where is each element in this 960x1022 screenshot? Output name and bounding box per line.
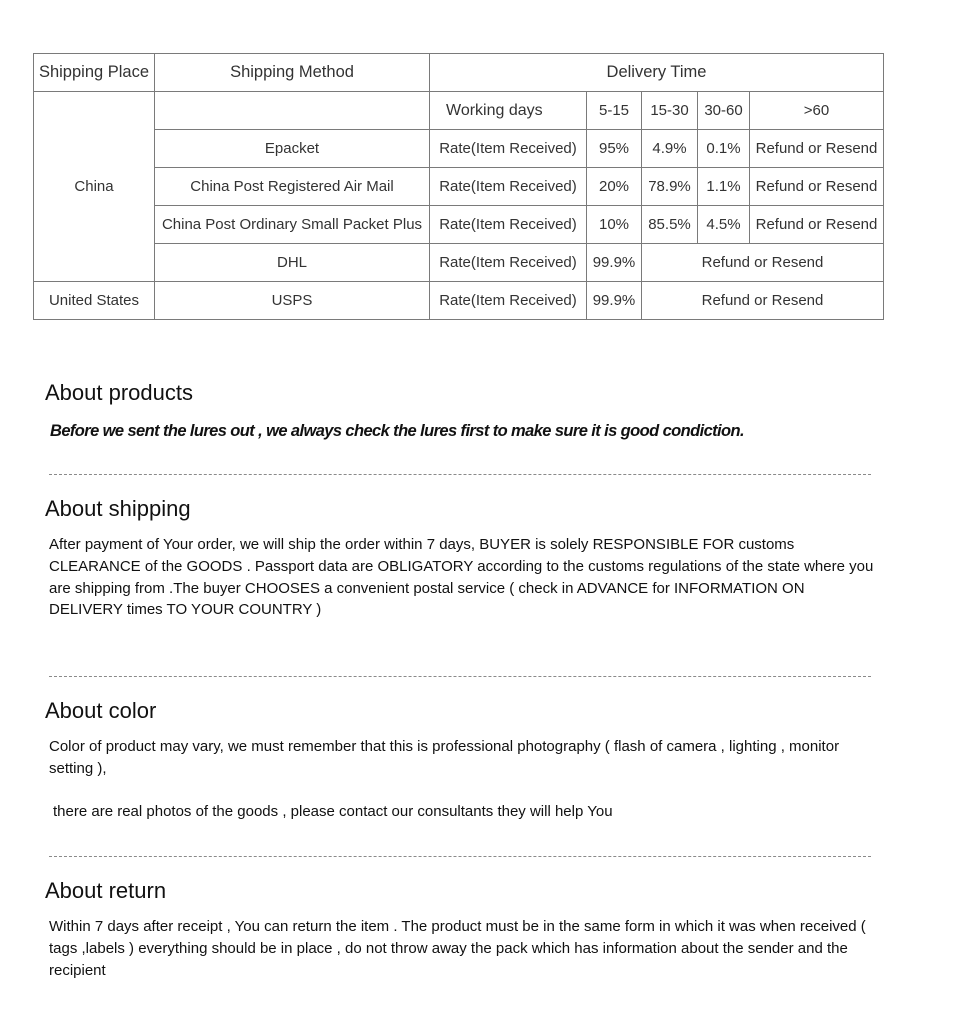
place-china: China xyxy=(34,92,155,282)
rate-label: Rate(Item Received) xyxy=(430,206,587,244)
rate-value: Refund or Resend xyxy=(750,130,884,168)
working-days-label: Working days xyxy=(430,92,587,130)
empty-method-cell xyxy=(155,92,430,130)
rate-label: Rate(Item Received) xyxy=(430,244,587,282)
divider xyxy=(49,474,871,475)
rate-label: Rate(Item Received) xyxy=(430,168,587,206)
divider xyxy=(49,856,871,857)
days-col-3: 30-60 xyxy=(698,92,750,130)
header-shipping-method: Shipping Method xyxy=(155,54,430,92)
header-shipping-place: Shipping Place xyxy=(34,54,155,92)
rate-value: 99.9% xyxy=(587,282,642,320)
rate-label: Rate(Item Received) xyxy=(430,282,587,320)
about-products-text: Before we sent the lures out , we always check the lures first to make sure it is good condiction. xyxy=(50,422,744,440)
place-united-states: United States xyxy=(34,282,155,320)
rate-value: 95% xyxy=(587,130,642,168)
about-products-title: About products xyxy=(45,380,193,405)
rate-value: 10% xyxy=(587,206,642,244)
rate-value: 1.1% xyxy=(698,168,750,206)
days-col-1: 5-15 xyxy=(587,92,642,130)
about-color-text: Color of product may vary, we must remember that this is professional photography ( flash of camera , lighting , monitor setting ), xyxy=(49,738,840,777)
rate-value: 99.9% xyxy=(587,244,642,282)
about-shipping-title: About shipping xyxy=(45,496,191,521)
method-china-post-ordinary: China Post Ordinary Small Packet Plus xyxy=(155,206,430,244)
method-dhl: DHL xyxy=(155,244,430,282)
about-shipping-text: After payment of Your order, we will ship the order within 7 days, BUYER is solely RESPONSIBLE FOR customs CLEARANCE of the GOODS . Passport data are OBLIGATORY according to the customs regulations of the state where you are shipping from .The buyer CHOOSES a convenient postal service ( check in ADVANCE for INFORMATION ON DELIVERY times TO YOUR COUNTRY ) xyxy=(49,536,874,619)
days-col-4: >60 xyxy=(750,92,884,130)
rate-value: Refund or Resend xyxy=(750,168,884,206)
rate-label: Rate(Item Received) xyxy=(430,130,587,168)
rate-value: 85.5% xyxy=(642,206,698,244)
shipping-table xyxy=(33,53,884,320)
about-color-title: About color xyxy=(45,698,157,723)
method-epacket: Epacket xyxy=(155,130,430,168)
rate-value: 0.1% xyxy=(698,130,750,168)
rate-refund: Refund or Resend xyxy=(642,244,884,282)
rate-refund: Refund or Resend xyxy=(642,282,884,320)
header-delivery-time: Delivery Time xyxy=(430,54,884,92)
days-col-2: 15-30 xyxy=(642,92,698,130)
rate-value: 78.9% xyxy=(642,168,698,206)
rate-value: Refund or Resend xyxy=(750,206,884,244)
about-return-text: Within 7 days after receipt , You can return the item . The product must be in the same form in which it was when received ( tags ,labels ) everything should be in place , do not throw away the pack which has information about the sender and the recipient xyxy=(49,918,866,979)
about-color-text-2: there are real photos of the goods , please contact our consultants they will help You xyxy=(53,803,613,820)
about-return-title: About return xyxy=(45,878,167,903)
divider xyxy=(49,676,871,677)
method-china-post-registered: China Post Registered Air Mail xyxy=(155,168,430,206)
rate-value: 20% xyxy=(587,168,642,206)
rate-value: 4.5% xyxy=(698,206,750,244)
rate-value: 4.9% xyxy=(642,130,698,168)
method-usps: USPS xyxy=(155,282,430,320)
